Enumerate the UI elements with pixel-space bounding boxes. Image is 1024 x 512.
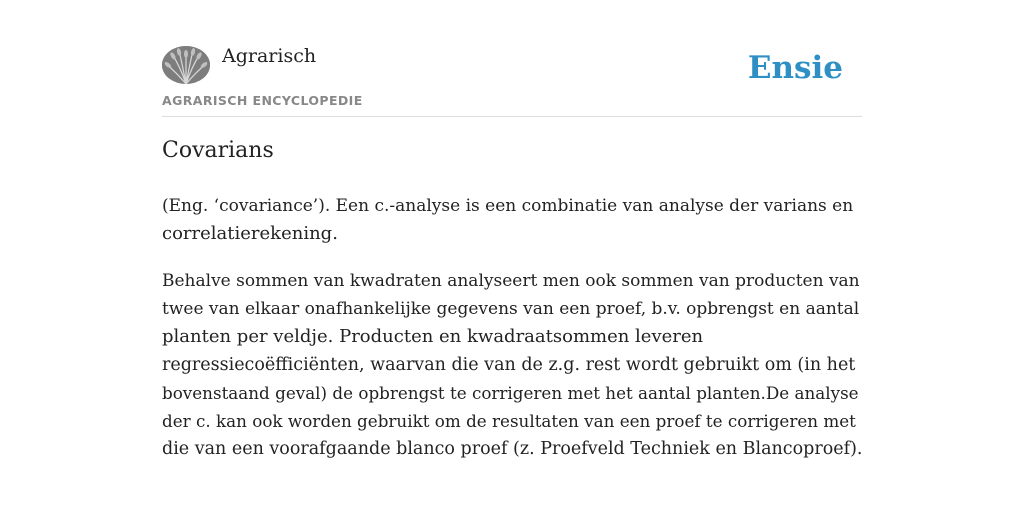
article-paragraph: [162, 267, 862, 463]
header: [162, 0, 862, 117]
paragraph-line: der c. kan ook worden gebruikt om de resultaten van een proef te corrigeren met: [162, 411, 856, 431]
paragraph-line: die van een voorafgaande blanco proef (z. Proefveld Techniek en Blancoproef).: [162, 439, 863, 459]
paragraph-line: (Eng. ‘covariance’). Een c.-analyse is een combinatie van analyse der varians en: [162, 196, 854, 216]
source-name-link[interactable]: Agrarisch: [222, 45, 317, 67]
paragraph-line: bovenstaand geval) de opbrengst te corrigeren met het aantal planten.De analyse: [162, 383, 859, 403]
paragraph-line: planten per veldje. Producten en kwadraatsommen leveren: [162, 326, 704, 347]
article-paragraph: [162, 192, 862, 248]
source-subtitle: AGRARISCH ENCYCLOPEDIE: [162, 93, 363, 108]
paragraph-line: twee van elkaar onafhankelijke gegevens van een proef, b.v. opbrengst en aantal: [162, 299, 860, 319]
source-avatar[interactable]: [162, 46, 210, 84]
paragraph-line: correlatierekening.: [162, 223, 338, 244]
paragraph-line: Behalve sommen van kwadraten analyseert men ook sommen van producten van: [162, 271, 860, 291]
page: [162, 0, 862, 512]
wheat-icon: [162, 46, 210, 84]
brand-logo-link[interactable]: Ensie: [747, 50, 843, 86]
article-title: Covarians: [162, 138, 274, 163]
paragraph-line: regressiecoëfficiënten, waarvan die van de z.g. rest wordt gebruikt om (in het: [162, 355, 856, 375]
